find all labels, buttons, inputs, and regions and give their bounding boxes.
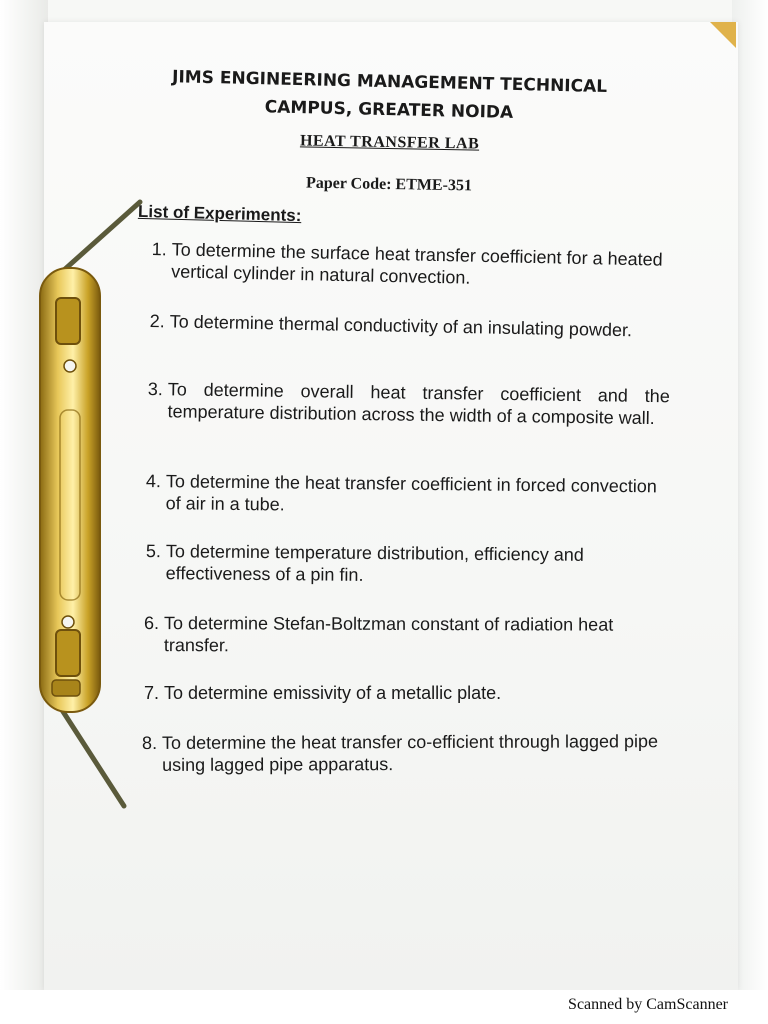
experiment-text: To determine the heat transfer co-efficient through lagged pipe using lagged pipe apparatus. bbox=[162, 731, 659, 775]
experiment-item-4 bbox=[146, 470, 670, 519]
fastener-tab-top bbox=[56, 298, 80, 344]
experiment-text: To determine thermal conductivity of an insulating powder. bbox=[169, 311, 633, 341]
experiment-number: 1. bbox=[151, 238, 167, 260]
experiment-number: 3. bbox=[147, 378, 164, 400]
fastener-wire-bottom bbox=[62, 710, 124, 806]
experiment-text: To determine Stefan-Boltzman constant of radiation heat transfer. bbox=[163, 613, 614, 656]
scanner-credit: Scanned by CamScanner bbox=[568, 996, 728, 1013]
file-fastener-clip bbox=[0, 190, 150, 820]
experiment-text: To determine the surface heat transfer coefficient for a heated vertical cylinder in natural convection. bbox=[171, 239, 663, 288]
experiment-number: 5. bbox=[145, 540, 162, 562]
experiment-text: To determine the heat transfer coefficient in forced convection of air in a tube. bbox=[165, 471, 657, 515]
experiment-number: 8. bbox=[142, 732, 158, 753]
college-name-line2: CAMPUS, GREATER NOIDA bbox=[264, 97, 514, 123]
experiment-number: 6. bbox=[143, 613, 160, 634]
fastener-hole-bottom bbox=[62, 616, 74, 628]
fastener-tab-bottom bbox=[56, 630, 80, 676]
experiment-number: 2. bbox=[149, 310, 165, 332]
experiment-item-7 bbox=[144, 682, 672, 704]
list-heading: List of Experiments: bbox=[137, 201, 302, 226]
college-name-line1: JIMS ENGINEERING MANAGEMENT TECHNICAL bbox=[171, 67, 608, 98]
experiment-number: 7. bbox=[144, 683, 160, 703]
experiment-item-8 bbox=[142, 730, 674, 776]
paper-code: Paper Code: ETME-351 bbox=[305, 174, 473, 195]
experiment-item-3 bbox=[147, 378, 670, 429]
experiment-text: To determine emissivity of a metallic plate. bbox=[164, 683, 502, 703]
experiment-item-5 bbox=[146, 540, 672, 589]
experiment-item-6 bbox=[144, 612, 672, 658]
experiment-text: To determine temperature distribution, efficiency and effectiveness of a pin fin. bbox=[165, 541, 584, 585]
experiment-text: To determine overall heat transfer coefficient and the temperature distribution across the width of a composite wall. bbox=[167, 379, 670, 429]
fastener-wire-top bbox=[64, 202, 140, 270]
folded-corner bbox=[710, 22, 736, 48]
lab-title: HEAT TRANSFER LAB bbox=[299, 132, 480, 153]
fastener-hole-top bbox=[64, 360, 76, 372]
experiment-number: 4. bbox=[145, 470, 162, 492]
fastener-clip-bottom bbox=[52, 680, 80, 696]
